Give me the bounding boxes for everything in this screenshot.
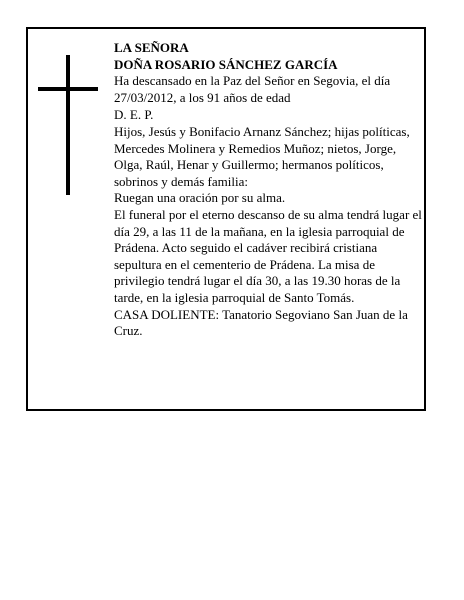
death-notice: Ha descansado en la Paz del Señor en Segovia, el día 27/03/2012, a los 91 años de edad [114,73,391,105]
family-list: Hijos, Jesús y Bonifacio Arnanz Sánchez; hijas políticas, Mercedes Molinera y Remedios Muñoz; nietos, Jorge, Olga, Raúl, Henar y Guillermo; hermanos políticos, sobrinos y demás familia: [114,123,410,189]
rip-line: D. E. P. [114,107,154,123]
obituary-text [114,40,424,340]
mourning-house: CASA DOLIENTE: Tanatorio Segoviano San Juan de la Cruz. [114,306,408,339]
cross-vertical-bar [66,55,70,195]
heading-title: LA SEÑORA [114,40,189,55]
deceased-name: DOÑA ROSARIO SÁNCHEZ GARCÍA [114,56,338,72]
latin-cross-icon [38,55,98,195]
funeral-details: El funeral por el eterno descanso de su alma tendrá lugar el día 29, a las 11 de la mañana, en la iglesia parroquial de Prádena. Acto seguido el cadáver recibirá cristiana sepultura en el cementerio de Prádena. La misa de privilegio tendrá lugar el día 30, a las 19.30 horas de la tarde, en la iglesia parroquial de Santo Tomás. [114,206,422,305]
cross-horizontal-bar [38,87,98,91]
prayer-request: Ruegan una oración por su alma. [114,190,286,206]
